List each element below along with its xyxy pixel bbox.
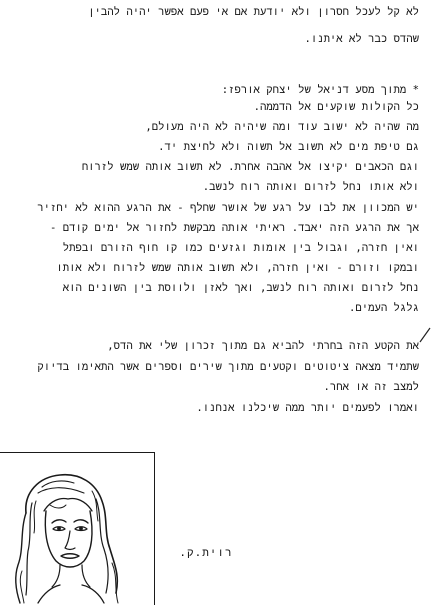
quote-line-4: וגם הכאבים יקיצו אל אהבה אחרת. לא תשוב אותה שמש לזרוח (81, 161, 419, 173)
quote-line-10: נחל לזרום ואותה רוח לנשב, ואך לאזן ולווסת בין השונים הוא (62, 282, 419, 294)
closing-line-2: שתמיד מצאה ציטוטים וקטעים מתוך שירים וספרים אשר התאימו בדיוק (37, 361, 419, 373)
quote-line-1: כל הקולות שוקעים אל הדממה. (253, 101, 419, 113)
pen-stroke-mark (418, 326, 432, 344)
portrait-drawing (0, 453, 154, 605)
signature: רוית.ק. (179, 546, 233, 559)
quote-line-7: אך את הרגע הזה יאבד. ראיתי אותה מבקשת לחזור אל ימים קודם - (49, 222, 419, 234)
text-line-2: שהדס כבר לא איתנו. (304, 33, 419, 45)
closing-line-1: את הקטע הזה בחרתי להביא גם מתוך זכרון שלי את הדס, (107, 340, 419, 352)
quote-line-6: יש המכוון את לבו על רגע של אושר שחלף - את הרגע ההוא לא יחזיר (37, 202, 419, 214)
quote-source-line: * מתוך מסע דניאל של יצחק אורפז: (221, 84, 419, 96)
quote-line-8: ואין חזרה, וגבול בין אומות וגזעים כמו קו חוף הזורם ובפתל (62, 242, 419, 254)
closing-line-3: למצב זה או אחר. (323, 381, 419, 393)
quote-line-9: ובמקו וזורם - ואין חזרה, ולא תשוב אותה שמש לזרוח ולא אותו (56, 262, 419, 274)
quote-line-2: מה שהיה לא ישוב עוד ומה שיהיה לא היה מעולם, (145, 121, 419, 133)
quote-line-5: ולא אותו נחל לזרום ואותה רוח לנשב. (202, 181, 419, 193)
portrait-frame (0, 452, 155, 605)
quote-line-11: גלגל העמים. (349, 302, 419, 314)
quote-line-3: גם טיפת מים לא תשוב אל תשוה ולא לחיצת יד. (158, 141, 419, 153)
closing-line-4: ואמרו לפעמים יותר ממה שיכלנו אנחנו. (196, 402, 419, 414)
text-line-1: לא קל לעכל חסרון ולא יודעת אם אי פעם אפשר יהיה להבין (88, 6, 419, 18)
